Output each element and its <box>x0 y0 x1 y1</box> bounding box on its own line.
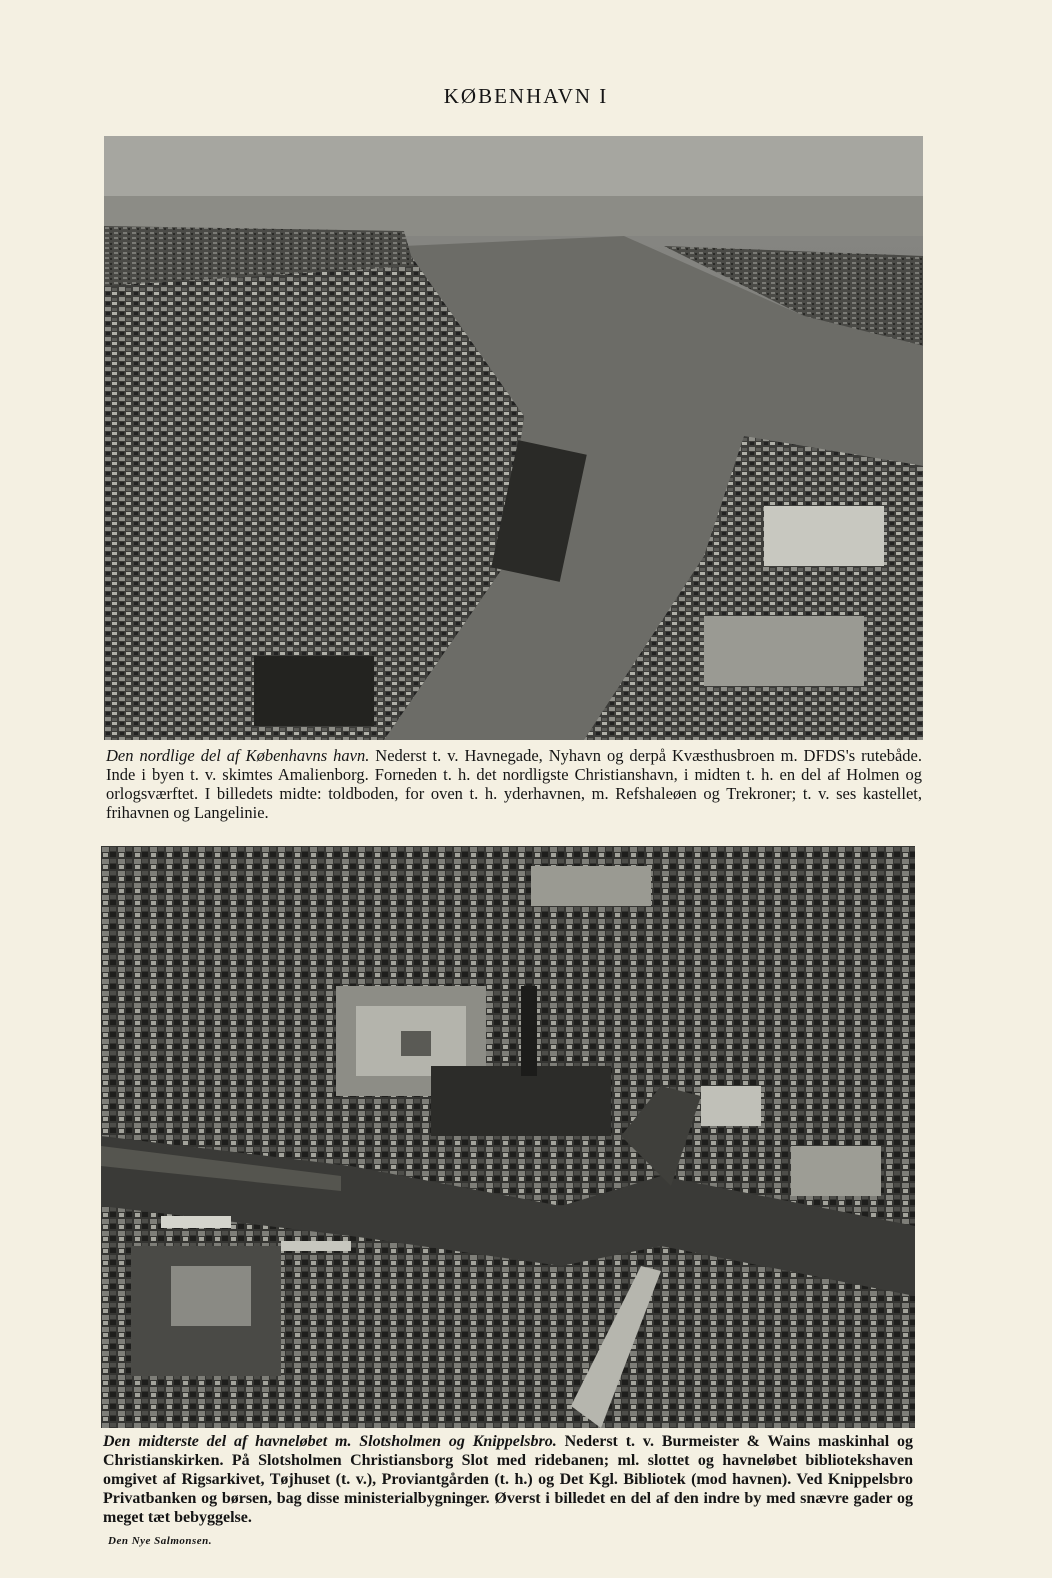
caption-lead: Den nordlige del af Københavns havn. <box>106 746 370 765</box>
harbour-north-photo <box>104 136 923 740</box>
caption-slotsholmen <box>103 1432 913 1527</box>
slotsholmen-photo <box>101 846 915 1428</box>
publisher-imprint: Den Nye Salmonsen. <box>108 1535 213 1547</box>
caption-body: Nederst t. v. Havnegade, Nyhavn og derpå Kvæsthusbroen m. DFDS's rutebåde. Inde i byen t. v. skimtes Amalienborg. Forneden t. h. det nordligste Christianshavn, i midten t. h. en del af Holmen og orlogsværftet. I billedets midte: toldboden, for oven t. h. yderhavnen, m. Refshaleøen og Trekroner; t. v. ses kastellet, frihavnen og Langelinie. <box>106 746 922 822</box>
caption-body: Nederst t. v. Burmeister & Wains maskinhal og Christianskirken. På Slotsholmen Christiansborg Slot med ridebanen; ml. slottet og havneløbet bibliotekshaven omgivet af Rigsarkivet, Tøjhuset (t. v.), Proviantgården (t. h.) og Det Kgl. Bibliotek (mod havnen). Ved Knippelsbro Privatbanken og børsen, bag disse ministerialbygninger. Øverst i billedet en del af den indre by med snævre gader og meget tæt bebyggelse. <box>103 1433 914 1526</box>
caption-north-harbour <box>106 746 922 822</box>
page-title: KØBENHAVN I <box>443 84 609 108</box>
caption-lead: Den midterste del af havneløbet m. Slotsholmen og Knippelsbro. <box>103 1433 557 1450</box>
